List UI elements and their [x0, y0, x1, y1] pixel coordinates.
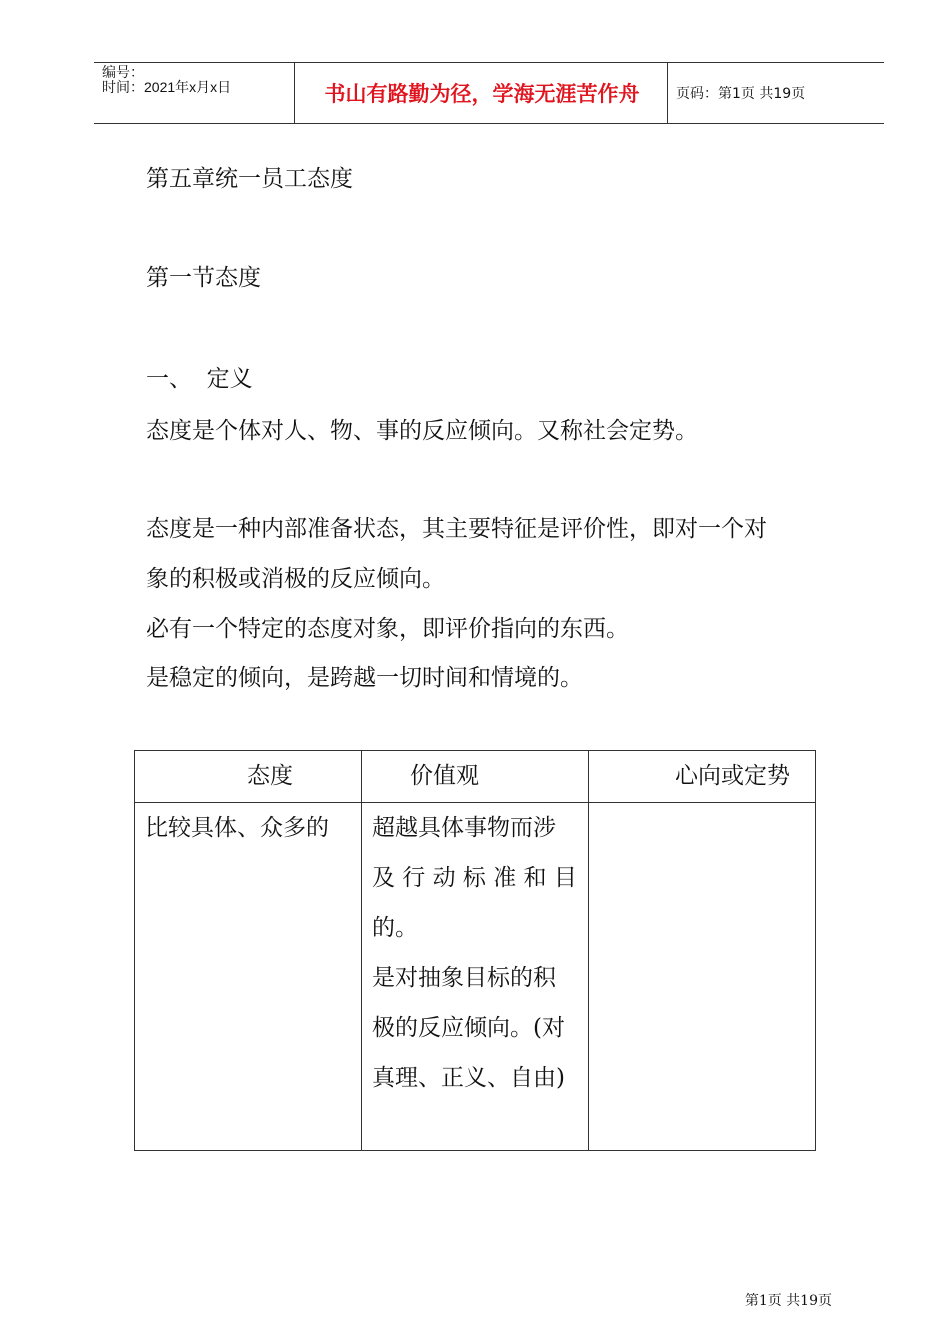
page-header — [94, 62, 884, 124]
table-cell-line: 是对抽象目标的积 — [372, 965, 556, 991]
table-cell-line: 极的反应倾向。(对 — [372, 1015, 565, 1041]
header-meta — [102, 65, 231, 95]
serial-label: 编号： — [102, 64, 144, 80]
header-divider — [294, 63, 295, 123]
section-title: 第一节态度 — [146, 265, 261, 291]
time-label: 时间：2021年x月x日 — [102, 79, 232, 95]
paragraph-2-line-1: 态度是一种内部准备状态，其主要特征是评价性，即对一个对 — [146, 516, 767, 542]
table-column-divider — [361, 751, 362, 1150]
table-column-divider — [588, 751, 589, 1150]
comparison-table — [134, 750, 816, 1151]
chapter-title: 第五章统一员工态度 — [146, 166, 353, 192]
table-cell-line: 超越具体事物而涉 — [372, 815, 556, 841]
paragraph-1: 态度是个体对人、物、事的反应倾向。又称社会定势。 — [146, 418, 698, 444]
item-heading: 一、 定义 — [146, 366, 253, 392]
page-footer: 第1页 共19页 — [744, 1293, 832, 1309]
paragraph-3: 必有一个特定的态度对象，即评价指向的东西。 — [146, 616, 629, 642]
table-header-attitude: 态度 — [247, 763, 293, 789]
header-page-info: 页码：第1页 共19页 — [676, 86, 806, 102]
paragraph-4: 是稳定的倾向，是跨越一切时间和情境的。 — [146, 665, 583, 691]
table-header-divider — [135, 802, 815, 803]
paragraph-2-line-2: 象的积极或消极的反应倾向。 — [146, 566, 445, 592]
table-cell-attitude: 比较具体、众多的 — [145, 815, 329, 841]
table-header-mindset: 心向或定势 — [675, 763, 790, 789]
table-header-values: 价值观 — [410, 763, 479, 789]
table-cell-line: 及 行 动 标 准 和 目 — [372, 865, 577, 891]
table-cell-line: 的。 — [372, 915, 418, 941]
table-cell-line: 真理、正义、自由) — [372, 1065, 565, 1091]
header-motto: 书山有路勤为径，学海无涯苦作舟 — [324, 82, 640, 106]
header-divider — [667, 63, 668, 123]
